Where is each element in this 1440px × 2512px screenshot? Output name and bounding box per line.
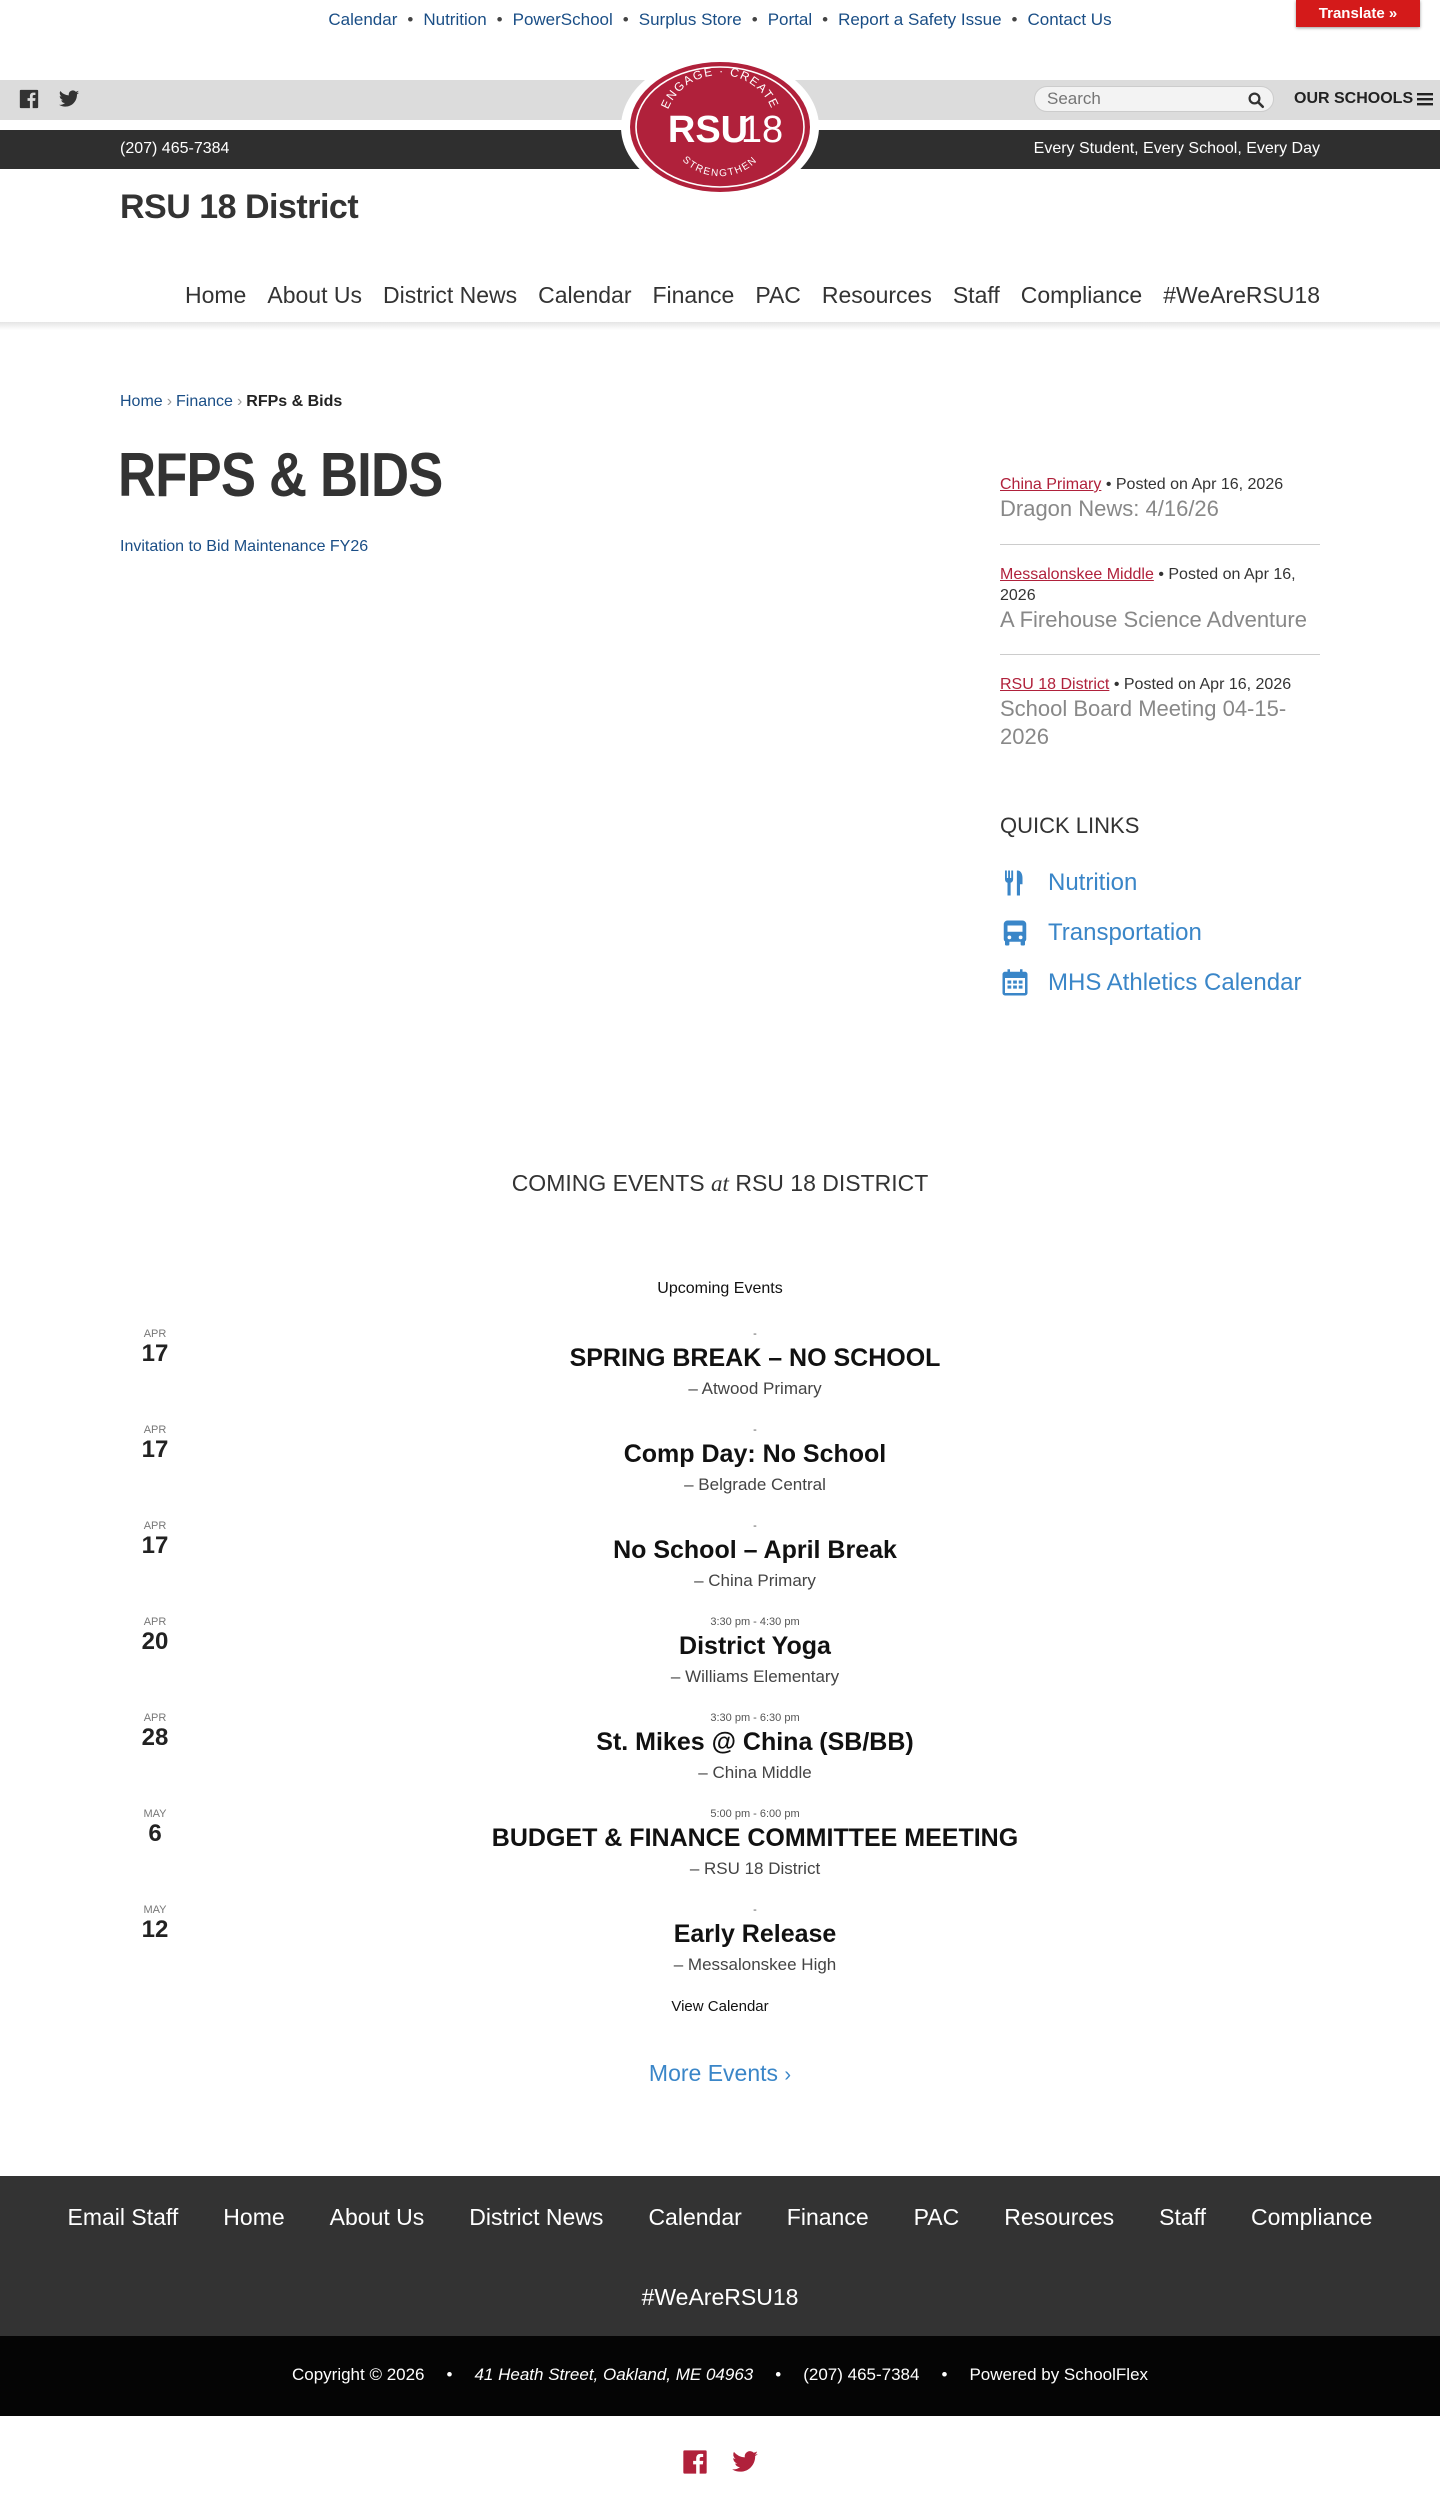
news-divider	[1000, 544, 1320, 545]
header-phone[interactable]: (207) 465-7384	[120, 140, 230, 157]
event-day: 6	[148, 1820, 162, 1847]
event-location: – China Primary	[694, 1571, 816, 1590]
event-time: -	[753, 1328, 757, 1340]
footer-copyright: Copyright © 2026	[291, 2365, 425, 2384]
utility-separator: •	[407, 10, 414, 29]
event-item	[0, 1520, 1440, 1610]
nav-pac[interactable]: PAC	[755, 282, 801, 308]
utensils-icon	[1000, 868, 1030, 898]
breadcrumb-separator: ›	[236, 393, 243, 410]
news-posted-date: Posted on Apr 16, 2026	[1123, 676, 1292, 693]
quick-link-nutrition[interactable]	[1000, 868, 1137, 898]
header-social-links	[18, 88, 80, 115]
footer-nav-compliance[interactable]: Compliance	[1251, 2204, 1373, 2230]
news-divider	[1000, 654, 1320, 655]
event-location: – Belgrade Central	[684, 1475, 826, 1494]
nav-staff[interactable]: Staff	[952, 282, 1000, 308]
nav-resources[interactable]: Resources	[821, 282, 932, 308]
footer-bullet: •	[775, 2365, 782, 2384]
utility-separator: •	[622, 10, 629, 29]
event-title[interactable]: St. Mikes @ China (SB/BB)	[596, 1728, 914, 1756]
nav-we-are-rsu18[interactable]: #WeAreRSU18	[1163, 282, 1320, 308]
header-tagline: Every Student, Every School, Every Day	[1033, 140, 1320, 157]
search-input[interactable]	[1035, 87, 1235, 111]
utility-nav	[0, 10, 1440, 30]
utility-separator: •	[496, 10, 503, 29]
event-item	[0, 1808, 1440, 1898]
our-schools-label: OUR SCHOOLS	[1294, 90, 1414, 107]
event-item	[0, 1904, 1440, 1994]
event-day: 20	[141, 1628, 169, 1655]
event-day: 17	[141, 1532, 169, 1559]
footer-nav-district-news[interactable]: District News	[469, 2204, 604, 2230]
main-nav	[185, 282, 1320, 309]
footer-nav-email-staff[interactable]: Email Staff	[67, 2204, 179, 2230]
footer-nav	[0, 2176, 1440, 2336]
footer-nav-resources[interactable]: Resources	[1004, 2204, 1115, 2230]
utility-link-portal[interactable]: Portal	[767, 10, 813, 29]
translate-button[interactable]: Translate »	[1296, 0, 1420, 27]
more-events-link[interactable]	[0, 2060, 1440, 2087]
news-school-link[interactable]: Messalonskee Middle	[1000, 566, 1154, 583]
news-school-link[interactable]: RSU 18 District	[1000, 676, 1110, 693]
utility-link-report-safety[interactable]: Report a Safety Issue	[838, 10, 1002, 29]
event-location: – Messalonskee High	[673, 1955, 837, 1974]
event-time: -	[753, 1424, 757, 1436]
event-time: -	[753, 1520, 757, 1532]
event-month: MAY	[143, 1904, 167, 1916]
news-school-link[interactable]: China Primary	[1000, 476, 1102, 493]
footer-nav-finance[interactable]: Finance	[786, 2204, 869, 2230]
twitter-icon[interactable]	[731, 2448, 759, 2481]
upcoming-events-label: Upcoming Events	[657, 1280, 783, 1297]
event-month: APR	[143, 1712, 167, 1724]
news-bullet: •	[1105, 476, 1112, 493]
facebook-icon[interactable]	[681, 2448, 709, 2481]
event-title[interactable]: Comp Day: No School	[623, 1440, 887, 1468]
footer-nav-pac[interactable]: PAC	[913, 2204, 960, 2230]
utility-separator: •	[822, 10, 829, 29]
footer-bullet: •	[941, 2365, 948, 2384]
footer-social-links	[0, 2448, 1440, 2481]
event-month: MAY	[143, 1808, 167, 1820]
event-time: 5:00 pm - 6:00 pm	[710, 1808, 800, 1820]
twitter-icon[interactable]	[58, 88, 80, 115]
event-month: APR	[143, 1520, 167, 1532]
event-day: 17	[141, 1436, 169, 1463]
news-posted-date: Posted on Apr 16, 2026	[1000, 566, 1296, 604]
events-heading-prefix: COMING EVENTS	[511, 1170, 705, 1196]
utility-link-nutrition[interactable]: Nutrition	[423, 10, 487, 29]
footer-bottom	[0, 2336, 1440, 2416]
news-headline[interactable]: A Firehouse Science Adventure	[1000, 607, 1307, 632]
logo-bottom-arc: STRENGTHEN	[680, 154, 760, 180]
event-month: APR	[143, 1616, 167, 1628]
nav-calendar[interactable]: Calendar	[538, 282, 632, 308]
events-heading	[0, 1170, 1440, 1197]
hamburger-icon	[1417, 92, 1433, 106]
footer-nav-home[interactable]: Home	[223, 2204, 285, 2230]
news-item	[1000, 564, 1320, 634]
logo-top-arc: ENGAGE · CREATE	[658, 63, 782, 111]
calendar-icon	[1000, 968, 1030, 998]
event-day: 17	[141, 1340, 169, 1367]
quick-link-label: MHS Athletics Calendar	[1048, 969, 1302, 996]
utility-link-calendar[interactable]: Calendar	[328, 10, 398, 29]
utility-link-powerschool[interactable]: PowerSchool	[512, 10, 613, 29]
event-title[interactable]: SPRING BREAK – NO SCHOOL	[569, 1344, 941, 1372]
breadcrumb-home[interactable]: Home	[120, 393, 163, 410]
footer-nav-we-are-rsu18[interactable]: #WeAreRSU18	[641, 2284, 799, 2310]
quick-link-mhs-athletics-calendar[interactable]	[1000, 968, 1301, 998]
chevron-right-icon: ›	[784, 2064, 792, 2086]
breadcrumb-current: RFPs & Bids	[246, 393, 343, 410]
events-heading-at: at	[711, 1171, 729, 1196]
more-events-label: More Events	[648, 2060, 779, 2086]
logo-number: 18	[740, 109, 784, 151]
event-time: -	[753, 1904, 757, 1916]
district-logo[interactable]	[620, 55, 820, 200]
event-title[interactable]: BUDGET & FINANCE COMMITTEE MEETING	[491, 1824, 1019, 1852]
breadcrumb	[120, 393, 342, 411]
header-divider	[0, 322, 1440, 330]
quick-link-label: Nutrition	[1048, 869, 1138, 896]
nav-about-us[interactable]: About Us	[267, 282, 362, 308]
our-schools-menu[interactable]	[1294, 90, 1433, 108]
news-item	[1000, 674, 1320, 751]
event-location: – China Middle	[698, 1763, 812, 1782]
breadcrumb-separator: ›	[166, 393, 173, 410]
site-title[interactable]: RSU 18 District	[120, 188, 359, 226]
utility-separator: •	[751, 10, 758, 29]
events-heading-suffix: RSU 18 DISTRICT	[735, 1170, 929, 1196]
footer-powered-by[interactable]: Powered by SchoolFlex	[969, 2365, 1149, 2384]
utility-link-contact-us[interactable]: Contact Us	[1027, 10, 1112, 29]
event-title[interactable]: Early Release	[673, 1920, 837, 1948]
footer-phone[interactable]: (207) 465-7384	[803, 2365, 920, 2384]
footer-nav-staff[interactable]: Staff	[1159, 2204, 1207, 2230]
footer-address[interactable]: 41 Heath Street, Oakland, ME 04963	[474, 2365, 754, 2384]
search-icon[interactable]	[1247, 91, 1265, 109]
event-item	[0, 1616, 1440, 1706]
news-item	[1000, 474, 1320, 523]
news-bullet: •	[1158, 566, 1164, 583]
event-location: – Atwood Primary	[688, 1379, 822, 1398]
news-bullet: •	[1113, 676, 1120, 693]
event-item	[0, 1328, 1440, 1418]
document-link[interactable]: Invitation to Bid Maintenance FY26	[120, 538, 369, 555]
facebook-icon[interactable]	[18, 88, 40, 115]
event-time: 3:30 pm - 6:30 pm	[710, 1712, 800, 1724]
event-day: 28	[141, 1724, 169, 1751]
utility-link-surplus-store[interactable]: Surplus Store	[638, 10, 742, 29]
event-item	[0, 1424, 1440, 1514]
event-title[interactable]: No School – April Break	[613, 1536, 897, 1564]
footer-nav-calendar[interactable]: Calendar	[648, 2204, 742, 2230]
footer-bullet: •	[446, 2365, 453, 2384]
logo-main-text: RSU	[667, 109, 749, 151]
event-location: – RSU 18 District	[689, 1859, 821, 1878]
event-time: 3:30 pm - 4:30 pm	[710, 1616, 800, 1628]
nav-home[interactable]: Home	[185, 282, 247, 308]
nav-finance[interactable]: Finance	[652, 282, 735, 308]
view-calendar-link[interactable]: View Calendar	[671, 1998, 769, 2015]
footer-nav-about-us[interactable]: About Us	[329, 2204, 425, 2230]
news-headline[interactable]: School Board Meeting 04-15-2026	[1000, 696, 1287, 749]
quick-link-label: Transportation	[1048, 919, 1202, 946]
event-month: APR	[143, 1328, 167, 1340]
breadcrumb-finance[interactable]: Finance	[176, 393, 233, 410]
utility-separator: •	[1011, 10, 1018, 29]
event-day: 12	[141, 1916, 169, 1943]
page-title: RFPS & BIDS	[118, 441, 443, 510]
news-posted-date: Posted on Apr 16, 2026	[1115, 476, 1284, 493]
nav-district-news[interactable]: District News	[382, 282, 518, 308]
event-month: APR	[143, 1424, 167, 1436]
quick-links-title: QUICK LINKS	[1000, 813, 1140, 838]
quick-link-transportation[interactable]	[1000, 918, 1202, 948]
nav-compliance[interactable]: Compliance	[1020, 282, 1143, 308]
event-title[interactable]: District Yoga	[679, 1632, 831, 1660]
news-headline[interactable]: Dragon News: 4/16/26	[1000, 496, 1219, 521]
event-location: – Williams Elementary	[670, 1667, 840, 1686]
bus-icon	[1000, 918, 1030, 948]
event-item	[0, 1712, 1440, 1802]
search-box	[1034, 86, 1274, 112]
